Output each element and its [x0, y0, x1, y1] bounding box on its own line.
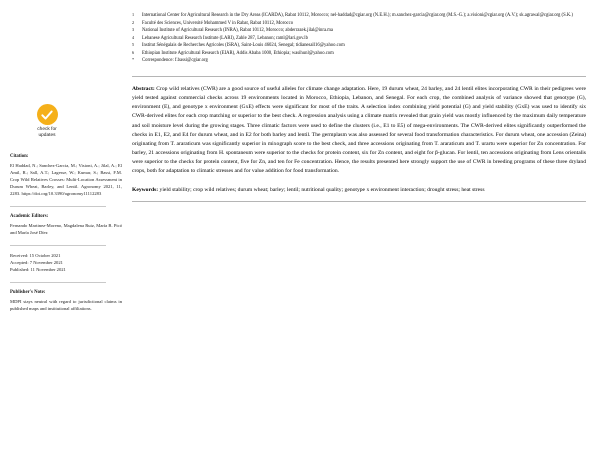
- affiliation-item: [132, 57, 586, 64]
- affiliation-text: Lebanese Agricultural Research Institute (LARI), Zahle 287, Lebanon; raml@lari.gov.lb: [142, 35, 308, 41]
- affiliation-number: 1: [132, 12, 135, 18]
- accepted-date: Accepted: 7 November 2021: [10, 260, 63, 266]
- check-updates-line2: updates: [38, 133, 56, 139]
- affiliation-number: 6: [132, 49, 135, 55]
- check-for-updates[interactable]: [16, 104, 78, 139]
- affiliation-text: Institut Sénégalais de Recherches Agricoles (ISRA), Saint-Louis 46024, Senegal; tidianesall16@yahoo.com: [142, 43, 345, 49]
- affiliation-item: [132, 27, 586, 34]
- affiliation-text: Correspondence: f.bassi@cgiar.org: [142, 58, 208, 64]
- abstract-label: Abstract:: [132, 86, 155, 93]
- sidebar-divider-2: [10, 245, 106, 246]
- affiliations-list: [132, 12, 586, 64]
- abstract-paragraph: [132, 85, 586, 175]
- keywords-divider-bottom: [132, 201, 586, 202]
- citation-heading: Citation:: [10, 154, 29, 160]
- affiliation-text: National Institute of Agricultural Research (INRA), Rabat 10112, Morocco; abderrazek.jilal@inra.ma: [142, 28, 333, 34]
- affiliation-item: [132, 35, 586, 42]
- keywords-label: Keywords:: [132, 186, 159, 193]
- affiliation-item: [132, 12, 586, 19]
- affiliation-number: 3: [132, 27, 135, 33]
- affiliation-number: *: [132, 57, 135, 63]
- citation-block: [10, 153, 122, 197]
- affiliation-number: 4: [132, 34, 135, 40]
- affiliation-text: Faculté des Sciences, Université Mohammed V in Rabat, Rabat 10112, Morocco: [142, 20, 294, 26]
- sidebar-divider-1: [10, 206, 106, 207]
- publisher-note-text: MDPI stays neutral with regard to jurisdictional claims in published maps and institutional affiliations.: [10, 298, 122, 311]
- affiliation-item: [132, 20, 586, 27]
- check-updates-line1: check for: [37, 127, 57, 132]
- keywords-text: yield stability; crop wild relatives; durum wheat; barley; lentil; nutritional quality; genotype x environment interaction; drought stress; heat stress: [159, 186, 485, 193]
- abstract-text: Crop wild relatives (CWR) are a good source of useful alleles for climate change adaptation. Here, 19 durum wheat, 24 barley, and 24 lentil elites incorporating CWR in their pedigrees were yield tested against commercial checks across 19 environments located in Morocco, Ethiopia, Lebanon, and Senegal. For each crop, the combined analysis of variance showed that genotype (G), environment (E), and genotype x environment (GxE) effects were significant for most of the traits. A selection index combining yield potential (G) and yield stability (GxE) was used to identify six CWR-derived elites for each crop matching or superior to the best check. A regression analysis using a climate matrix revealed that grain yield was mostly influenced by the maximum daily temperature and soil moisture level during the growing stages. Three climatic factors were used to define the clusters (i.e., E1 to E5) of mega-environments. The CWR-derived elites significantly outperformed the checks in E1, E2, and E4 for durum wheat, and in E2 for both barley and lentil. The germplasm was also assessed for several food transformation characteristics. For durum wheat, one accession (Zeina) originating from T. araraticum was significantly superior in mixograph score to the best check, and three accessions originating from T. araraticum and T. urartu were superior for Zn concentration. For barley, 21 accessions originating from H. spontaneum were superior to the checks for protein content, six for Zn content, and eight for β-glucan. For lentil, ten accessions originating from Lens orientalis were superior to the checks for protein content, five for Zn, and ten for Fe concentration. Hence, the results presented here strongly support the use of CWR in breeding programs of these three dryland crops, both for adaptation to climatic stresses and for value addition for food transformation.: [132, 86, 587, 174]
- academic-editors-text: Fernando Martinez-Moreno, Magdalena Ruiz, María B. Picó and María José Díez: [10, 222, 122, 235]
- affiliation-item: [132, 42, 586, 49]
- affiliation-number: 5: [132, 42, 135, 48]
- main-column: [132, 8, 586, 450]
- publisher-note-heading: Publisher's Note:: [10, 290, 46, 296]
- academic-editors-block: [10, 213, 122, 236]
- received-date: Received: 15 October 2021: [10, 253, 61, 259]
- published-date: Published: 11 November 2021: [10, 267, 66, 273]
- academic-editors-heading: Academic Editors:: [10, 214, 49, 220]
- affiliation-text: International Center for Agricultural Research in the Dry Areas (ICARDA), Rabat 10112, Morocco; nel-haddad@cgiar.org (N.E.H.); m.sanchez-garcia@cgiar.org (M.S.-G.); a.visioni@cgiar.org (A.V.); sk.agrawal@cgiar.org (S.K.): [142, 13, 573, 18]
- affiliation-text: Ethiopian Institute Agricultural Research (EIAR), Addis Ababa 1000, Ethiopia; wasihunl@yahoo.com: [142, 50, 334, 56]
- affiliation-number: 2: [132, 19, 135, 25]
- sidebar-divider-3: [10, 282, 106, 283]
- citation-text: El Haddad, N.; Sanchez-Garcia, M.; Visioni, A.; Jilal, A.; El Amil, R.; Sall, A.T.; Lagesse, W.; Kumar, S.; Bassi, F.M. Crop Wild Relatives Crosses: Multi-Location Assessment in Durum Wheat, Barley, and Lentil. Agronomy 2021, 11, 2283. https://doi.org/10.3390/agronomy11112283: [10, 162, 122, 197]
- keywords-block: [132, 186, 586, 195]
- sidebar: [10, 8, 122, 450]
- dates-block: [10, 252, 122, 273]
- publisher-note-block: [10, 289, 122, 312]
- abstract-divider-top: [132, 76, 586, 77]
- affiliation-item: [132, 50, 586, 57]
- keywords-paragraph: [132, 186, 586, 195]
- check-circle-icon: [37, 104, 58, 125]
